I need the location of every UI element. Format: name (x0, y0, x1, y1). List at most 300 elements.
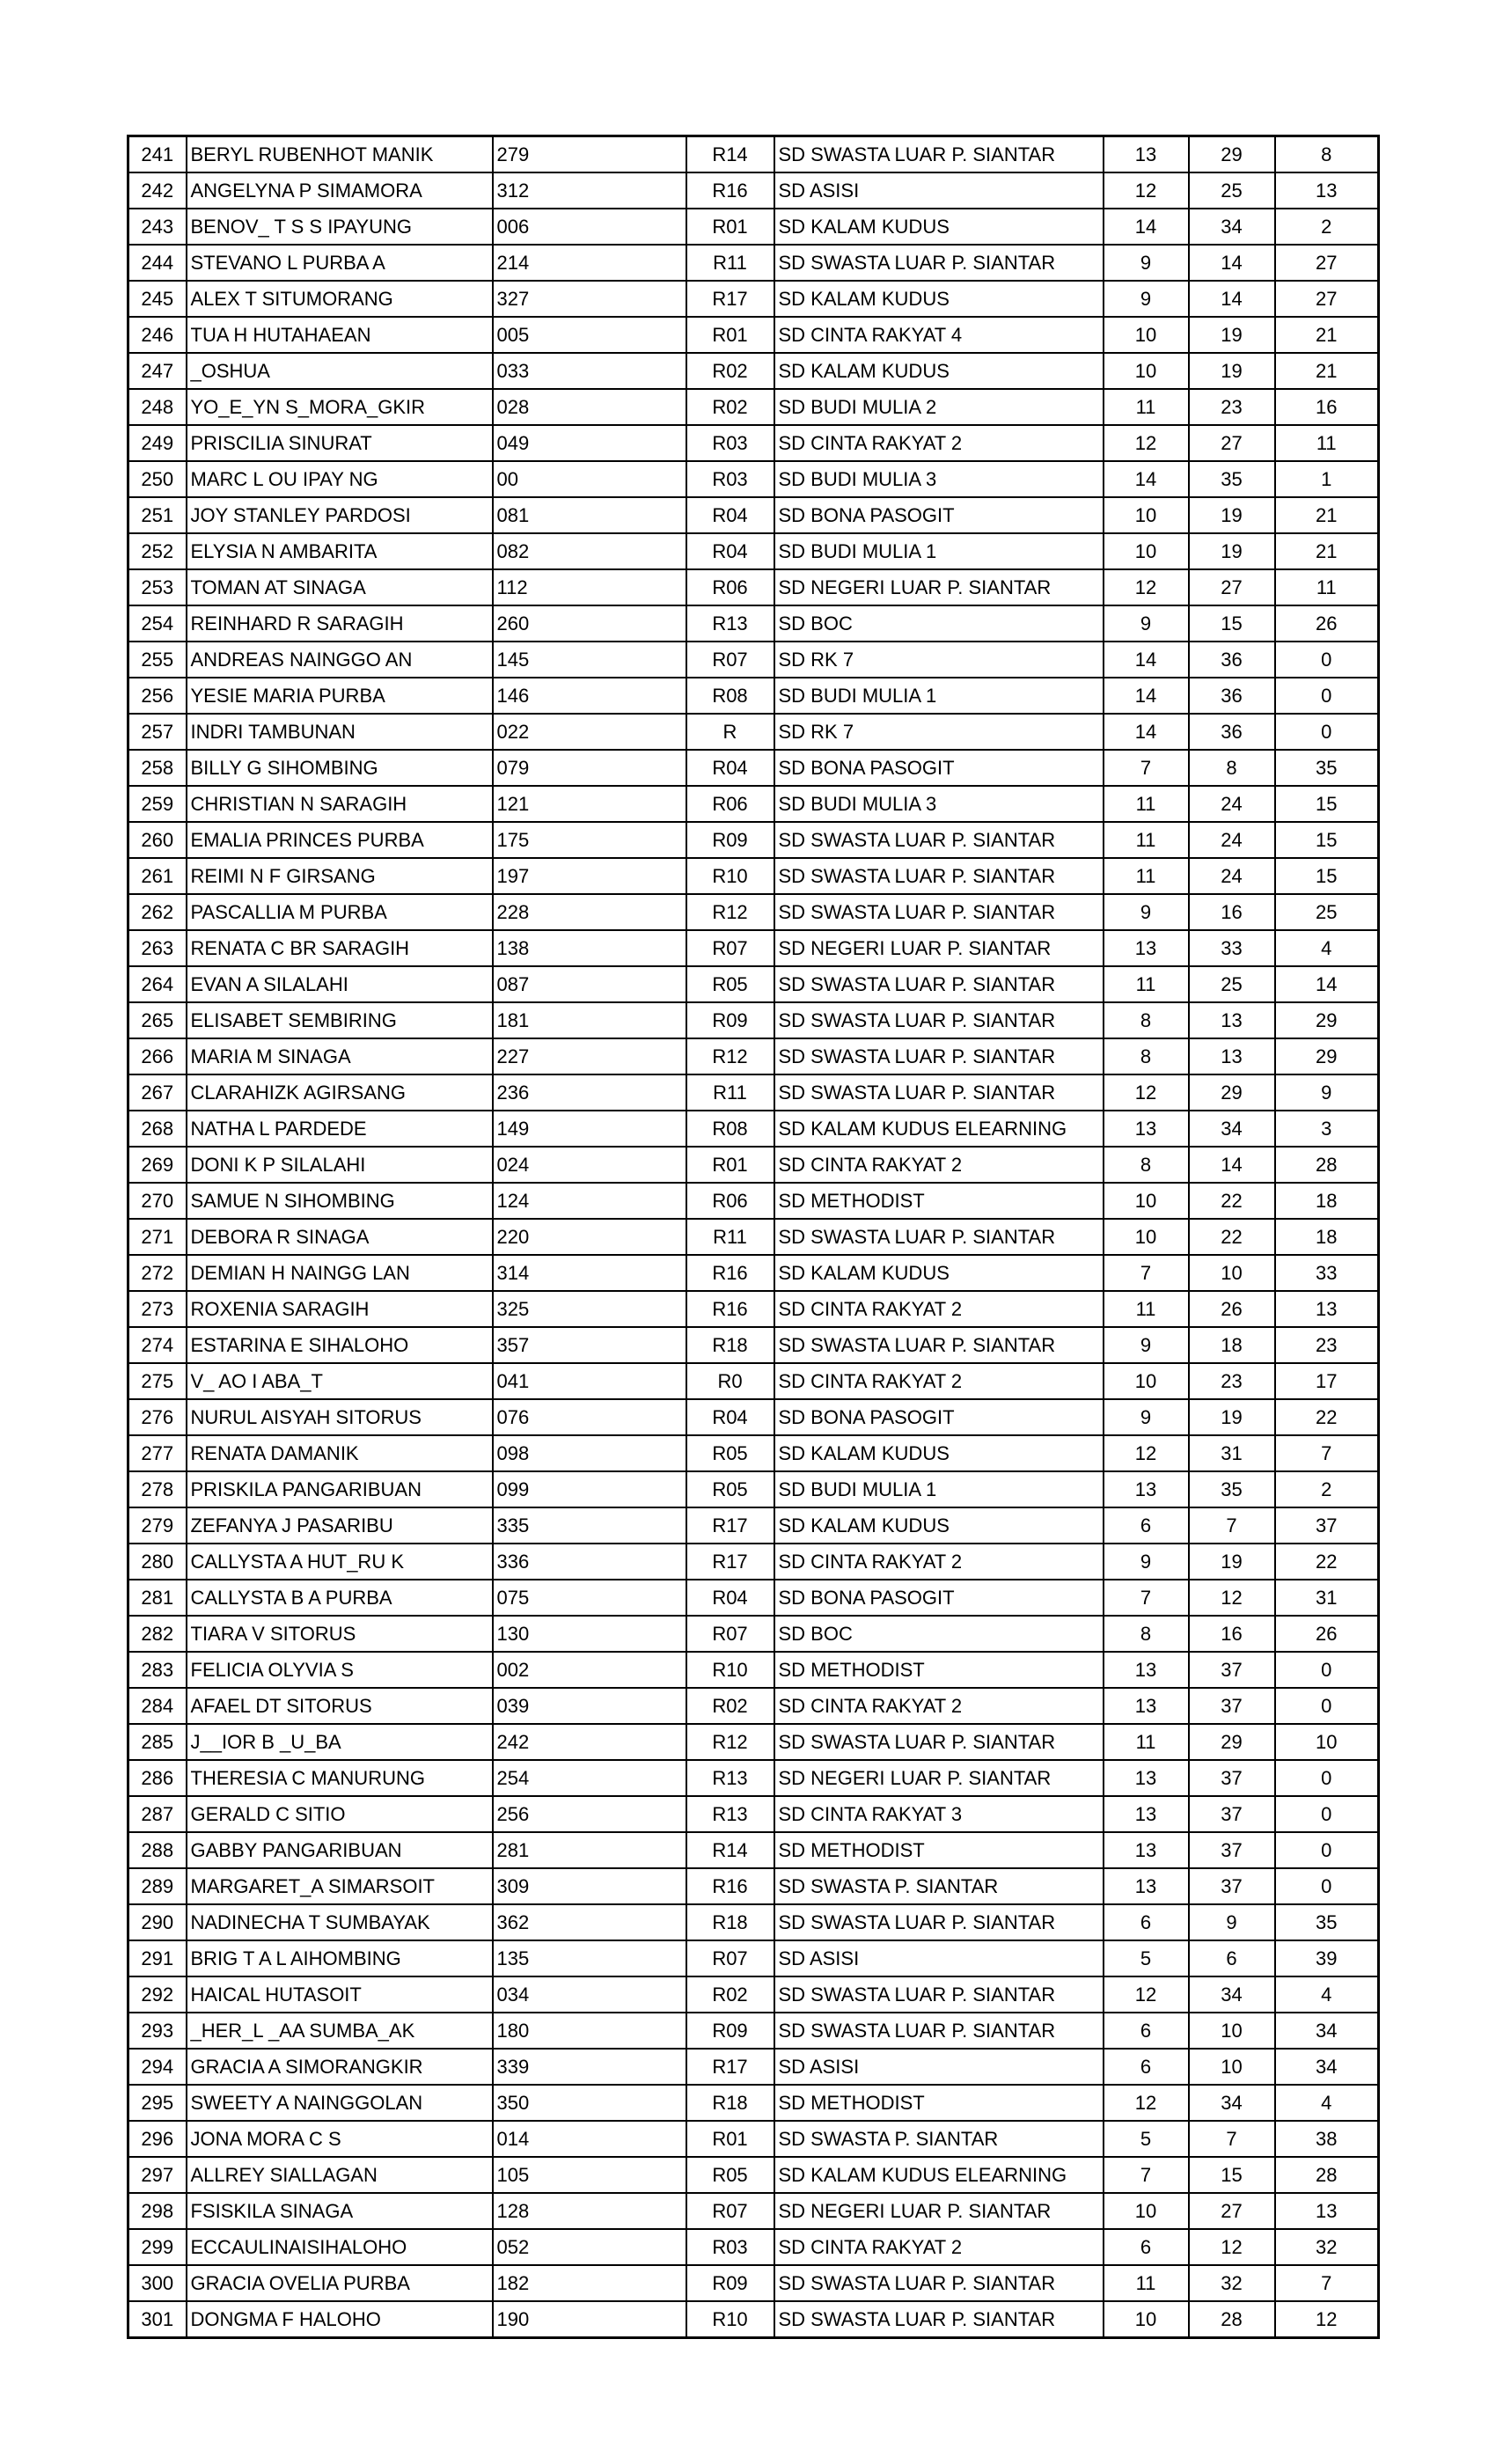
score-cell: 9 (1189, 1904, 1275, 1940)
student-code-cell: 014 (493, 2121, 686, 2157)
student-name-cell: INDRI TAMBUNAN (187, 714, 493, 750)
row-number-cell: 288 (128, 1832, 187, 1868)
table-row (128, 1111, 1379, 1147)
student-code-cell: 00 (493, 461, 686, 497)
student-name-cell: RENATA DAMANIK (187, 1435, 493, 1471)
rank-cell: 7 (1275, 2265, 1379, 2301)
row-number-cell: 260 (128, 822, 187, 858)
correct-count-cell: 6 (1104, 2229, 1189, 2265)
student-code-cell: 076 (493, 1399, 686, 1435)
room-cell: R17 (686, 1507, 774, 1544)
score-cell: 7 (1189, 1507, 1275, 1544)
student-code-cell: 033 (493, 353, 686, 389)
rank-cell: 14 (1275, 966, 1379, 1002)
rank-cell: 3 (1275, 1111, 1379, 1147)
student-code-cell: 099 (493, 1471, 686, 1507)
rank-cell: 33 (1275, 1255, 1379, 1291)
room-cell: R07 (686, 1616, 774, 1652)
table-row (128, 1976, 1379, 2013)
rank-cell: 11 (1275, 425, 1379, 461)
room-cell: R09 (686, 822, 774, 858)
school-cell: SD BUDI MULIA 2 (774, 389, 1104, 425)
room-cell: R18 (686, 1904, 774, 1940)
student-code-cell: 260 (493, 605, 686, 642)
school-cell: SD NEGERI LUAR P. SIANTAR (774, 569, 1104, 605)
correct-count-cell: 13 (1104, 1868, 1189, 1904)
row-number-cell: 281 (128, 1580, 187, 1616)
room-cell: R (686, 714, 774, 750)
student-name-cell: _HER_L _AA SUMBA_AK (187, 2013, 493, 2049)
row-number-cell: 255 (128, 642, 187, 678)
school-cell: SD BUDI MULIA 1 (774, 678, 1104, 714)
score-cell: 19 (1189, 353, 1275, 389)
school-cell: SD CINTA RAKYAT 3 (774, 1796, 1104, 1832)
room-cell: R05 (686, 966, 774, 1002)
correct-count-cell: 11 (1104, 1291, 1189, 1327)
table-row (128, 1760, 1379, 1796)
row-number-cell: 274 (128, 1327, 187, 1363)
correct-count-cell: 9 (1104, 1544, 1189, 1580)
correct-count-cell: 8 (1104, 1038, 1189, 1074)
room-cell: R07 (686, 642, 774, 678)
school-cell: SD CINTA RAKYAT 2 (774, 2229, 1104, 2265)
student-code-cell: 180 (493, 2013, 686, 2049)
school-cell: SD CINTA RAKYAT 2 (774, 1291, 1104, 1327)
row-number-cell: 279 (128, 1507, 187, 1544)
school-cell: SD BONA PASOGIT (774, 1580, 1104, 1616)
table-row (128, 281, 1379, 317)
rank-cell: 26 (1275, 1616, 1379, 1652)
score-cell: 15 (1189, 2157, 1275, 2193)
room-cell: R17 (686, 281, 774, 317)
student-name-cell: BILLY G SIHOMBING (187, 750, 493, 786)
table-row (128, 1399, 1379, 1435)
correct-count-cell: 7 (1104, 750, 1189, 786)
row-number-cell: 259 (128, 786, 187, 822)
room-cell: R06 (686, 569, 774, 605)
student-code-cell: 121 (493, 786, 686, 822)
row-number-cell: 257 (128, 714, 187, 750)
rank-cell: 25 (1275, 894, 1379, 930)
school-cell: SD KALAM KUDUS (774, 1255, 1104, 1291)
correct-count-cell: 7 (1104, 1580, 1189, 1616)
student-name-cell: PASCALLIA M PURBA (187, 894, 493, 930)
rank-cell: 4 (1275, 930, 1379, 966)
results-table (127, 135, 1380, 2339)
score-cell: 35 (1189, 461, 1275, 497)
school-cell: SD ASISI (774, 2049, 1104, 2085)
student-code-cell: 279 (493, 136, 686, 173)
score-cell: 25 (1189, 966, 1275, 1002)
student-name-cell: FELICIA OLYVIA S (187, 1652, 493, 1688)
student-name-cell: CALLYSTA B A PURBA (187, 1580, 493, 1616)
rank-cell: 9 (1275, 1074, 1379, 1111)
rank-cell: 15 (1275, 858, 1379, 894)
score-cell: 35 (1189, 1471, 1275, 1507)
score-cell: 12 (1189, 2229, 1275, 2265)
student-code-cell: 181 (493, 1002, 686, 1038)
row-number-cell: 264 (128, 966, 187, 1002)
table-row (128, 1183, 1379, 1219)
school-cell: SD SWASTA LUAR P. SIANTAR (774, 1904, 1104, 1940)
row-number-cell: 297 (128, 2157, 187, 2193)
student-code-cell: 041 (493, 1363, 686, 1399)
row-number-cell: 263 (128, 930, 187, 966)
rank-cell: 13 (1275, 2193, 1379, 2229)
student-code-cell: 145 (493, 642, 686, 678)
table-row (128, 750, 1379, 786)
student-code-cell: 214 (493, 245, 686, 281)
student-code-cell: 357 (493, 1327, 686, 1363)
score-cell: 37 (1189, 1868, 1275, 1904)
table-row (128, 389, 1379, 425)
rank-cell: 21 (1275, 497, 1379, 533)
student-name-cell: STEVANO L PURBA A (187, 245, 493, 281)
student-name-cell: MARGARET_A SIMARSOIT (187, 1868, 493, 1904)
room-cell: R04 (686, 1580, 774, 1616)
rank-cell: 22 (1275, 1544, 1379, 1580)
correct-count-cell: 11 (1104, 786, 1189, 822)
student-name-cell: ESTARINA E SIHALOHO (187, 1327, 493, 1363)
correct-count-cell: 10 (1104, 2301, 1189, 2338)
student-name-cell: TIARA V SITORUS (187, 1616, 493, 1652)
score-cell: 36 (1189, 642, 1275, 678)
correct-count-cell: 11 (1104, 2265, 1189, 2301)
row-number-cell: 253 (128, 569, 187, 605)
student-name-cell: BENOV_ T S S IPAYUNG (187, 209, 493, 245)
correct-count-cell: 10 (1104, 1219, 1189, 1255)
room-cell: R02 (686, 353, 774, 389)
table-row (128, 569, 1379, 605)
student-name-cell: ZEFANYA J PASARIBU (187, 1507, 493, 1544)
room-cell: R06 (686, 786, 774, 822)
rank-cell: 17 (1275, 1363, 1379, 1399)
score-cell: 29 (1189, 136, 1275, 173)
room-cell: R12 (686, 1724, 774, 1760)
row-number-cell: 286 (128, 1760, 187, 1796)
school-cell: SD CINTA RAKYAT 2 (774, 1688, 1104, 1724)
student-name-cell: ELYSIA N AMBARITA (187, 533, 493, 569)
school-cell: SD SWASTA LUAR P. SIANTAR (774, 2013, 1104, 2049)
table-row (128, 678, 1379, 714)
score-cell: 12 (1189, 1580, 1275, 1616)
student-code-cell: 281 (493, 1832, 686, 1868)
room-cell: R0 (686, 1363, 774, 1399)
rank-cell: 18 (1275, 1183, 1379, 1219)
student-code-cell: 079 (493, 750, 686, 786)
correct-count-cell: 6 (1104, 2013, 1189, 2049)
rank-cell: 22 (1275, 1399, 1379, 1435)
school-cell: SD METHODIST (774, 1183, 1104, 1219)
table-row (128, 822, 1379, 858)
row-number-cell: 244 (128, 245, 187, 281)
score-cell: 19 (1189, 1544, 1275, 1580)
room-cell: R13 (686, 1796, 774, 1832)
school-cell: SD NEGERI LUAR P. SIANTAR (774, 2193, 1104, 2229)
score-cell: 13 (1189, 1038, 1275, 1074)
student-code-cell: 220 (493, 1219, 686, 1255)
student-name-cell: PRISKILA PANGARIBUAN (187, 1471, 493, 1507)
school-cell: SD SWASTA LUAR P. SIANTAR (774, 1074, 1104, 1111)
school-cell: SD SWASTA P. SIANTAR (774, 2121, 1104, 2157)
room-cell: R10 (686, 2301, 774, 2338)
student-name-cell: DEMIAN H NAINGG LAN (187, 1255, 493, 1291)
rank-cell: 16 (1275, 389, 1379, 425)
room-cell: R17 (686, 1544, 774, 1580)
row-number-cell: 271 (128, 1219, 187, 1255)
room-cell: R16 (686, 1868, 774, 1904)
student-name-cell: REINHARD R SARAGIH (187, 605, 493, 642)
score-cell: 37 (1189, 1688, 1275, 1724)
student-code-cell: 254 (493, 1760, 686, 1796)
school-cell: SD SWASTA LUAR P. SIANTAR (774, 1002, 1104, 1038)
table-row (128, 714, 1379, 750)
student-code-cell: 022 (493, 714, 686, 750)
correct-count-cell: 8 (1104, 1002, 1189, 1038)
correct-count-cell: 13 (1104, 1471, 1189, 1507)
rank-cell: 28 (1275, 1147, 1379, 1183)
rank-cell: 11 (1275, 569, 1379, 605)
table-row (128, 894, 1379, 930)
row-number-cell: 284 (128, 1688, 187, 1724)
rank-cell: 27 (1275, 281, 1379, 317)
student-name-cell: _OSHUA (187, 353, 493, 389)
student-code-cell: 006 (493, 209, 686, 245)
row-number-cell: 258 (128, 750, 187, 786)
score-cell: 14 (1189, 1147, 1275, 1183)
rank-cell: 38 (1275, 2121, 1379, 2157)
student-name-cell: JONA MORA C S (187, 2121, 493, 2157)
correct-count-cell: 14 (1104, 642, 1189, 678)
school-cell: SD CINTA RAKYAT 4 (774, 317, 1104, 353)
student-name-cell: NURUL AISYAH SITORUS (187, 1399, 493, 1435)
student-code-cell: 098 (493, 1435, 686, 1471)
table-row (128, 1327, 1379, 1363)
row-number-cell: 248 (128, 389, 187, 425)
row-number-cell: 268 (128, 1111, 187, 1147)
student-name-cell: HAICAL HUTASOIT (187, 1976, 493, 2013)
table-row (128, 1471, 1379, 1507)
school-cell: SD SWASTA LUAR P. SIANTAR (774, 1976, 1104, 2013)
score-cell: 7 (1189, 2121, 1275, 2157)
student-code-cell: 128 (493, 2193, 686, 2229)
rank-cell: 4 (1275, 1976, 1379, 2013)
school-cell: SD KALAM KUDUS (774, 1507, 1104, 1544)
table-row (128, 1940, 1379, 1976)
table-row (128, 2049, 1379, 2085)
rank-cell: 0 (1275, 1796, 1379, 1832)
row-number-cell: 282 (128, 1616, 187, 1652)
room-cell: R05 (686, 1471, 774, 1507)
row-number-cell: 296 (128, 2121, 187, 2157)
student-name-cell: SAMUE N SIHOMBING (187, 1183, 493, 1219)
table-row (128, 1724, 1379, 1760)
correct-count-cell: 11 (1104, 389, 1189, 425)
rank-cell: 0 (1275, 1652, 1379, 1688)
room-cell: R03 (686, 2229, 774, 2265)
rank-cell: 23 (1275, 1327, 1379, 1363)
correct-count-cell: 5 (1104, 2121, 1189, 2157)
score-cell: 6 (1189, 1940, 1275, 1976)
table-row (128, 136, 1379, 173)
school-cell: SD SWASTA LUAR P. SIANTAR (774, 2301, 1104, 2338)
room-cell: R18 (686, 1327, 774, 1363)
correct-count-cell: 9 (1104, 245, 1189, 281)
student-code-cell: 081 (493, 497, 686, 533)
score-cell: 19 (1189, 497, 1275, 533)
row-number-cell: 249 (128, 425, 187, 461)
correct-count-cell: 13 (1104, 1796, 1189, 1832)
score-cell: 28 (1189, 2301, 1275, 2338)
room-cell: R04 (686, 750, 774, 786)
score-cell: 34 (1189, 1111, 1275, 1147)
room-cell: R16 (686, 172, 774, 209)
rank-cell: 7 (1275, 1435, 1379, 1471)
student-code-cell: 082 (493, 533, 686, 569)
school-cell: SD NEGERI LUAR P. SIANTAR (774, 1760, 1104, 1796)
school-cell: SD SWASTA LUAR P. SIANTAR (774, 1038, 1104, 1074)
score-cell: 8 (1189, 750, 1275, 786)
row-number-cell: 291 (128, 1940, 187, 1976)
correct-count-cell: 10 (1104, 353, 1189, 389)
table-row (128, 1255, 1379, 1291)
score-cell: 16 (1189, 1616, 1275, 1652)
room-cell: R01 (686, 317, 774, 353)
room-cell: R03 (686, 425, 774, 461)
student-code-cell: 087 (493, 966, 686, 1002)
row-number-cell: 252 (128, 533, 187, 569)
school-cell: SD SWASTA LUAR P. SIANTAR (774, 2265, 1104, 2301)
room-cell: R08 (686, 1111, 774, 1147)
score-cell: 34 (1189, 209, 1275, 245)
correct-count-cell: 8 (1104, 1147, 1189, 1183)
room-cell: R04 (686, 497, 774, 533)
correct-count-cell: 13 (1104, 1111, 1189, 1147)
score-cell: 27 (1189, 425, 1275, 461)
rank-cell: 2 (1275, 1471, 1379, 1507)
correct-count-cell: 10 (1104, 1363, 1189, 1399)
score-cell: 19 (1189, 533, 1275, 569)
room-cell: R11 (686, 1219, 774, 1255)
correct-count-cell: 12 (1104, 172, 1189, 209)
correct-count-cell: 7 (1104, 2157, 1189, 2193)
school-cell: SD BUDI MULIA 1 (774, 1471, 1104, 1507)
room-cell: R17 (686, 2049, 774, 2085)
row-number-cell: 265 (128, 1002, 187, 1038)
room-cell: R01 (686, 209, 774, 245)
score-cell: 36 (1189, 714, 1275, 750)
row-number-cell: 272 (128, 1255, 187, 1291)
student-code-cell: 028 (493, 389, 686, 425)
student-name-cell: CALLYSTA A HUT_RU K (187, 1544, 493, 1580)
correct-count-cell: 12 (1104, 1976, 1189, 2013)
student-code-cell: 227 (493, 1038, 686, 1074)
school-cell: SD SWASTA LUAR P. SIANTAR (774, 966, 1104, 1002)
correct-count-cell: 14 (1104, 678, 1189, 714)
row-number-cell: 283 (128, 1652, 187, 1688)
score-cell: 19 (1189, 317, 1275, 353)
row-number-cell: 295 (128, 2085, 187, 2121)
student-name-cell: GABBY PANGARIBUAN (187, 1832, 493, 1868)
room-cell: R05 (686, 2157, 774, 2193)
school-cell: SD BUDI MULIA 3 (774, 461, 1104, 497)
student-name-cell: GRACIA OVELIA PURBA (187, 2265, 493, 2301)
score-cell: 29 (1189, 1724, 1275, 1760)
table-row (128, 1507, 1379, 1544)
school-cell: SD CINTA RAKYAT 2 (774, 1363, 1104, 1399)
row-number-cell: 300 (128, 2265, 187, 2301)
school-cell: SD CINTA RAKYAT 2 (774, 1147, 1104, 1183)
student-name-cell: FSISKILA SINAGA (187, 2193, 493, 2229)
student-code-cell: 362 (493, 1904, 686, 1940)
correct-count-cell: 9 (1104, 1399, 1189, 1435)
rank-cell: 31 (1275, 1580, 1379, 1616)
row-number-cell: 262 (128, 894, 187, 930)
rank-cell: 35 (1275, 1904, 1379, 1940)
correct-count-cell: 5 (1104, 1940, 1189, 1976)
rank-cell: 29 (1275, 1002, 1379, 1038)
room-cell: R12 (686, 1038, 774, 1074)
correct-count-cell: 13 (1104, 1688, 1189, 1724)
room-cell: R18 (686, 2085, 774, 2121)
correct-count-cell: 6 (1104, 1507, 1189, 1544)
student-name-cell: GERALD C SITIO (187, 1796, 493, 1832)
row-number-cell: 261 (128, 858, 187, 894)
room-cell: R02 (686, 1688, 774, 1724)
student-name-cell: THERESIA C MANURUNG (187, 1760, 493, 1796)
score-cell: 23 (1189, 1363, 1275, 1399)
row-number-cell: 275 (128, 1363, 187, 1399)
table-row (128, 1147, 1379, 1183)
student-name-cell: V_ AO I ABA_T (187, 1363, 493, 1399)
table-row (128, 2301, 1379, 2338)
student-code-cell: 052 (493, 2229, 686, 2265)
student-code-cell: 309 (493, 1868, 686, 1904)
room-cell: R01 (686, 2121, 774, 2157)
student-code-cell: 182 (493, 2265, 686, 2301)
room-cell: R13 (686, 1760, 774, 1796)
row-number-cell: 285 (128, 1724, 187, 1760)
rank-cell: 37 (1275, 1507, 1379, 1544)
room-cell: R14 (686, 1832, 774, 1868)
table-row (128, 1652, 1379, 1688)
room-cell: R16 (686, 1255, 774, 1291)
score-cell: 33 (1189, 930, 1275, 966)
row-number-cell: 290 (128, 1904, 187, 1940)
rank-cell: 0 (1275, 642, 1379, 678)
rank-cell: 28 (1275, 2157, 1379, 2193)
correct-count-cell: 7 (1104, 1255, 1189, 1291)
student-name-cell: NADINECHA T SUMBAYAK (187, 1904, 493, 1940)
row-number-cell: 278 (128, 1471, 187, 1507)
student-code-cell: 002 (493, 1652, 686, 1688)
score-cell: 24 (1189, 822, 1275, 858)
student-name-cell: ECCAULINAISIHALOHO (187, 2229, 493, 2265)
rank-cell: 2 (1275, 209, 1379, 245)
table-row (128, 930, 1379, 966)
student-code-cell: 175 (493, 822, 686, 858)
student-code-cell: 197 (493, 858, 686, 894)
rank-cell: 26 (1275, 605, 1379, 642)
table-row (128, 1832, 1379, 1868)
student-name-cell: TOMAN AT SINAGA (187, 569, 493, 605)
row-number-cell: 301 (128, 2301, 187, 2338)
score-cell: 19 (1189, 1399, 1275, 1435)
rank-cell: 12 (1275, 2301, 1379, 2338)
correct-count-cell: 12 (1104, 2085, 1189, 2121)
table-row (128, 966, 1379, 1002)
score-cell: 14 (1189, 245, 1275, 281)
